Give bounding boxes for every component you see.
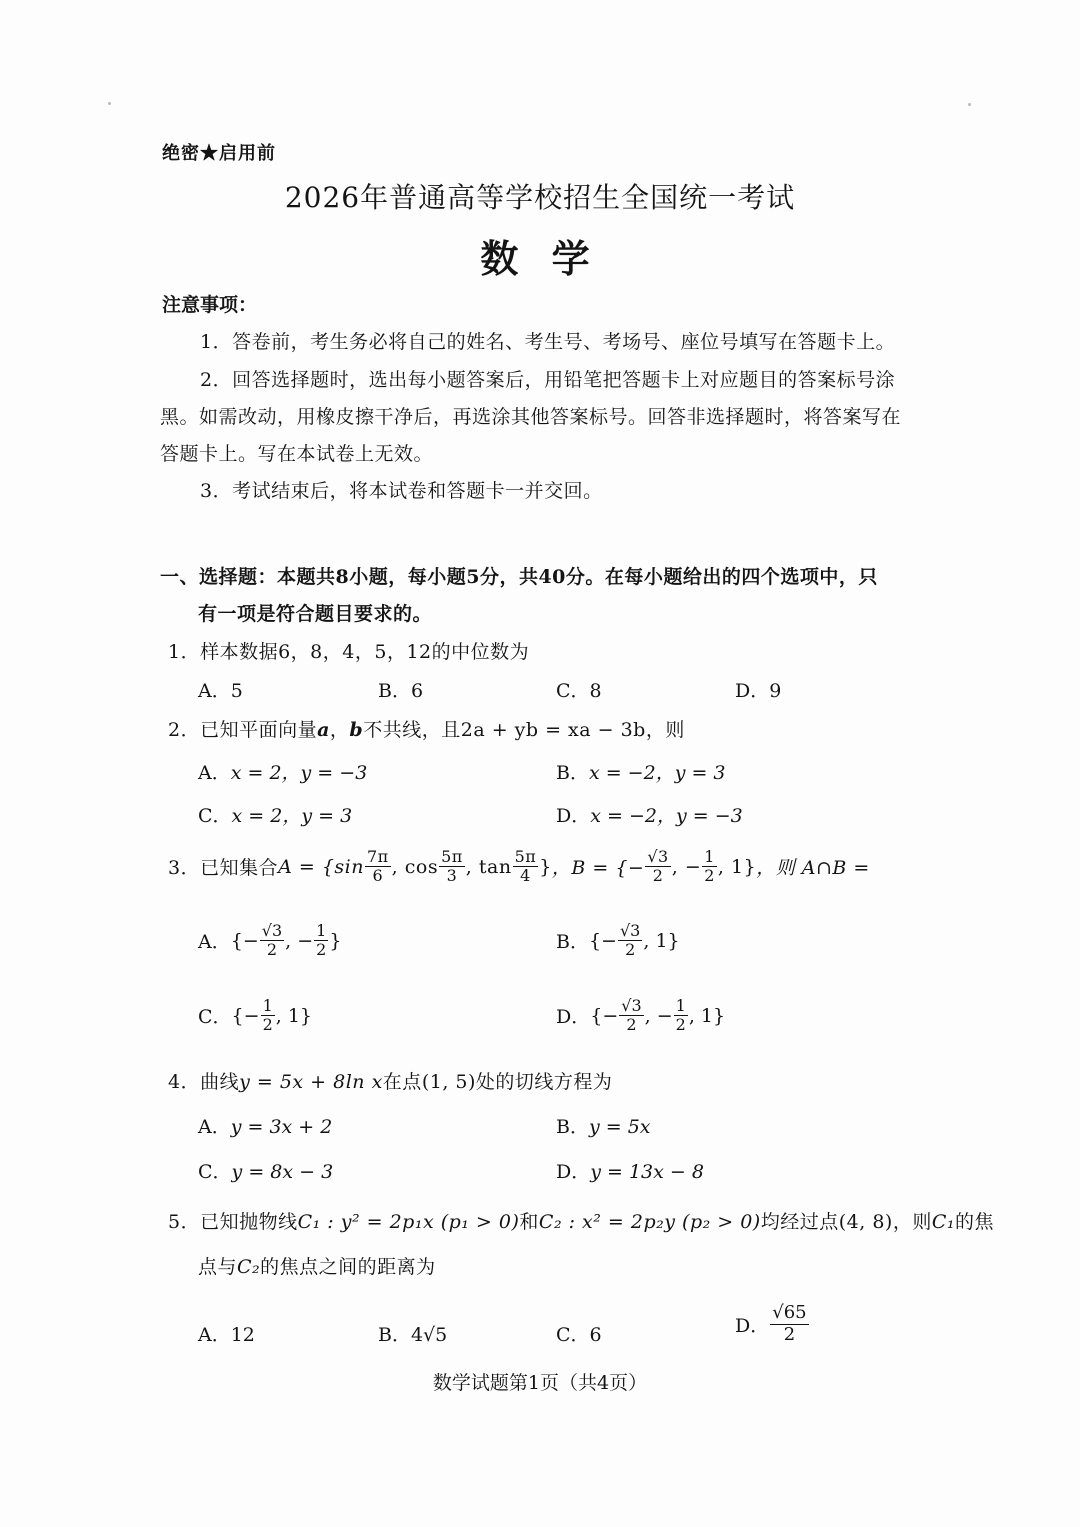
q5-then: ，则 [892,1211,932,1233]
set-a-open: A = {sin [278,855,364,878]
scan-speck [108,102,111,105]
q3-option-b [556,922,680,960]
subject-title: 数 学 [480,236,600,281]
parabola-c2: C₂ : x² = 2p₂y (p₂ > 0) [538,1211,761,1233]
fraction [260,922,284,960]
frac-den: 2 [262,1015,273,1035]
q3-option-d [556,997,725,1035]
option-label: B． [556,762,589,784]
question-1-stem: 1．样本数据6，8，4，5，12的中位数为 [168,641,530,663]
q4-stem-suffix: 处的切线方程为 [475,1071,613,1093]
brace: {− [231,1004,260,1027]
set-a-close: } [539,855,552,878]
frac-den: 2 [675,1015,686,1035]
confidential-label: 绝密★启用前 [162,143,276,164]
option-text: x = −2，y = −3 [590,805,743,827]
q2-option-a [198,758,367,785]
question-5-stem [168,1207,994,1234]
q1-option-b: B．6 [378,680,424,702]
option-label: D． [556,1006,591,1029]
brace: , 1} [688,1004,726,1027]
q1-option-a: A．5 [198,680,243,702]
frac-den: 6 [372,866,384,886]
q1-option-c: C．8 [556,680,602,702]
question-2-stem [168,715,685,742]
brace: , 1} [275,1004,313,1027]
notice-item-3: 3．考试结束后，将本试卷和答题卡一并交回。 [200,480,603,502]
option-label: C． [198,805,232,827]
option-label: D． [735,1314,770,1337]
notice-heading: 注意事项： [162,294,258,316]
q5-tail: 的焦 [955,1211,995,1233]
q5-line2-prefix: 点与 [198,1256,238,1278]
fraction [365,848,391,886]
q4-stem-prefix: 4．曲线 [168,1071,240,1093]
q5-option-c: C．6 [556,1324,602,1346]
q4-curve: y = 5x + 8ln x [239,1071,383,1093]
fraction [261,997,275,1035]
q2-option-b [556,758,726,785]
q4-option-c [198,1157,333,1184]
q4-option-b [556,1112,651,1139]
q2-stem-mid: 不共线，且 [363,719,461,741]
q2-sep: ， [329,719,350,741]
frac-num: √3 [621,996,642,1015]
option-text: x = 2，y = 3 [231,805,353,827]
brace: } [329,929,342,952]
notice-item-1: 1．答卷前，考生务必将自己的姓名、考生号、考场号、座位号填写在答题卡上。 [200,331,896,353]
q5-line2-suffix: 的焦点之间的距离为 [260,1256,436,1278]
q5-and: 和 [519,1211,539,1233]
frac-num: √3 [261,921,283,940]
q3-tail: ，则 A∩B = [756,857,870,880]
q5-c1-ref: C₁ [931,1211,956,1233]
option-label: A． [198,931,231,954]
q5-stem-prefix: 5．已知抛物线 [168,1211,298,1233]
set-b-sep: , − [671,855,702,878]
tan-label: , tan [465,855,512,878]
parabola-c1: C₁ : y² = 2p₁x (p₁ > 0) [297,1211,520,1233]
frac-num: 1 [704,847,715,866]
question-5-stem-cont [198,1252,436,1279]
q2-option-d [556,801,743,828]
sep: , − [285,929,314,952]
q3-option-c [198,997,312,1035]
option-label: A． [198,762,231,784]
option-text: x = 2，y = −3 [230,762,368,784]
option-label: C． [198,1161,232,1183]
q5-c2-ref: C₂ [237,1256,261,1278]
brace: {− [590,1004,619,1027]
q4-option-d [556,1157,704,1184]
q2-stem-prefix: 2．已知平面向量 [168,719,318,741]
frac-den: 2 [266,940,278,960]
q5-pass: 均经过点 [760,1211,839,1233]
frac-num: √3 [647,847,669,866]
frac-num: 5π [514,847,537,866]
vector-b: b [349,719,364,741]
fraction [674,997,688,1035]
frac-num: 1 [262,996,273,1015]
frac-den: 2 [783,1323,796,1345]
q2-equation: 2a + yb = xa − 3b [460,719,646,741]
exam-title: 2026年普通高等学校招生全国统一考试 [284,181,796,214]
q5-option-d [735,1303,810,1345]
cos-label: , cos [391,855,439,878]
q3-num: 3．已知集合 [168,857,279,880]
section-heading: 一、选择题：本题共8小题，每小题5分，共40分。在每小题给出的四个选项中，只 [160,566,878,588]
fraction [439,848,465,886]
option-label: B． [556,931,589,954]
frac-den: 2 [626,1015,637,1035]
frac-den: 2 [316,940,327,960]
fraction [770,1303,808,1345]
frac-num: 5π [441,847,463,866]
fraction [702,848,717,886]
option-label: D． [556,1161,591,1183]
question-3-stem [168,848,870,886]
q5-option-a: A．12 [198,1324,255,1346]
option-label: D． [556,805,591,827]
fraction [645,848,670,886]
option-text: y = 5x [588,1116,651,1138]
option-text: y = 3x + 2 [230,1116,333,1138]
frac-num: 1 [316,921,327,940]
fraction [618,922,642,960]
option-text: x = −2，y = 3 [588,762,726,784]
notice-item-2-cont: 黑。如需改动，用橡皮擦干净后，再选涂其他答案标号。回答非选择题时，将答案写在 [160,406,902,428]
q5-point: (4, 8) [838,1211,893,1233]
option-text: 4√5 [410,1324,448,1346]
q1-option-d: D．9 [735,680,782,702]
notice-item-2-cont: 答题卡上。写在本试卷上无效。 [160,443,434,465]
frac-num: 7π [366,847,389,866]
section-heading-cont: 有一项是符合题目要求的。 [198,603,433,625]
scan-speck [968,103,971,106]
q4-stem-mid: 在点 [382,1071,422,1093]
frac-den: 2 [704,866,715,886]
fraction [513,848,539,886]
option-label: B． [556,1116,589,1138]
q4-point: (1, 5) [421,1071,476,1093]
set-b-close: , 1} [717,855,757,878]
option-label: A． [198,1116,231,1138]
vector-a: a [317,719,330,741]
q2-stem-suffix: ，则 [645,719,685,741]
question-4-stem [168,1067,612,1094]
fraction [314,922,328,960]
q2-option-c [198,801,352,828]
option-label: B． [378,1324,411,1346]
brace: , 1} [643,929,680,952]
option-text: y = 13x − 8 [590,1161,704,1183]
sep: , − [644,1004,673,1027]
option-text: y = 8x − 3 [231,1161,334,1183]
frac-den: 3 [446,866,458,886]
option-label: C． [198,1006,232,1029]
brace: {− [588,929,617,952]
page-footer: 数学试题第1页（共4页） [432,1372,648,1394]
frac-num: 1 [675,996,686,1015]
q3-option-a [198,922,341,960]
frac-num: √65 [772,1302,807,1323]
frac-den: 2 [625,940,636,960]
brace: {− [230,929,259,952]
set-b-open: ，B = {− [551,857,645,880]
q5-option-b [378,1320,447,1347]
fraction [619,997,643,1035]
frac-num: √3 [619,921,641,940]
notice-item-2: 2．回答选择题时，选出每小题答案后，用铅笔把答题卡上对应题目的答案标号涂 [200,369,896,391]
frac-den: 2 [652,866,664,886]
frac-den: 4 [520,866,531,886]
q4-option-a [198,1112,332,1139]
